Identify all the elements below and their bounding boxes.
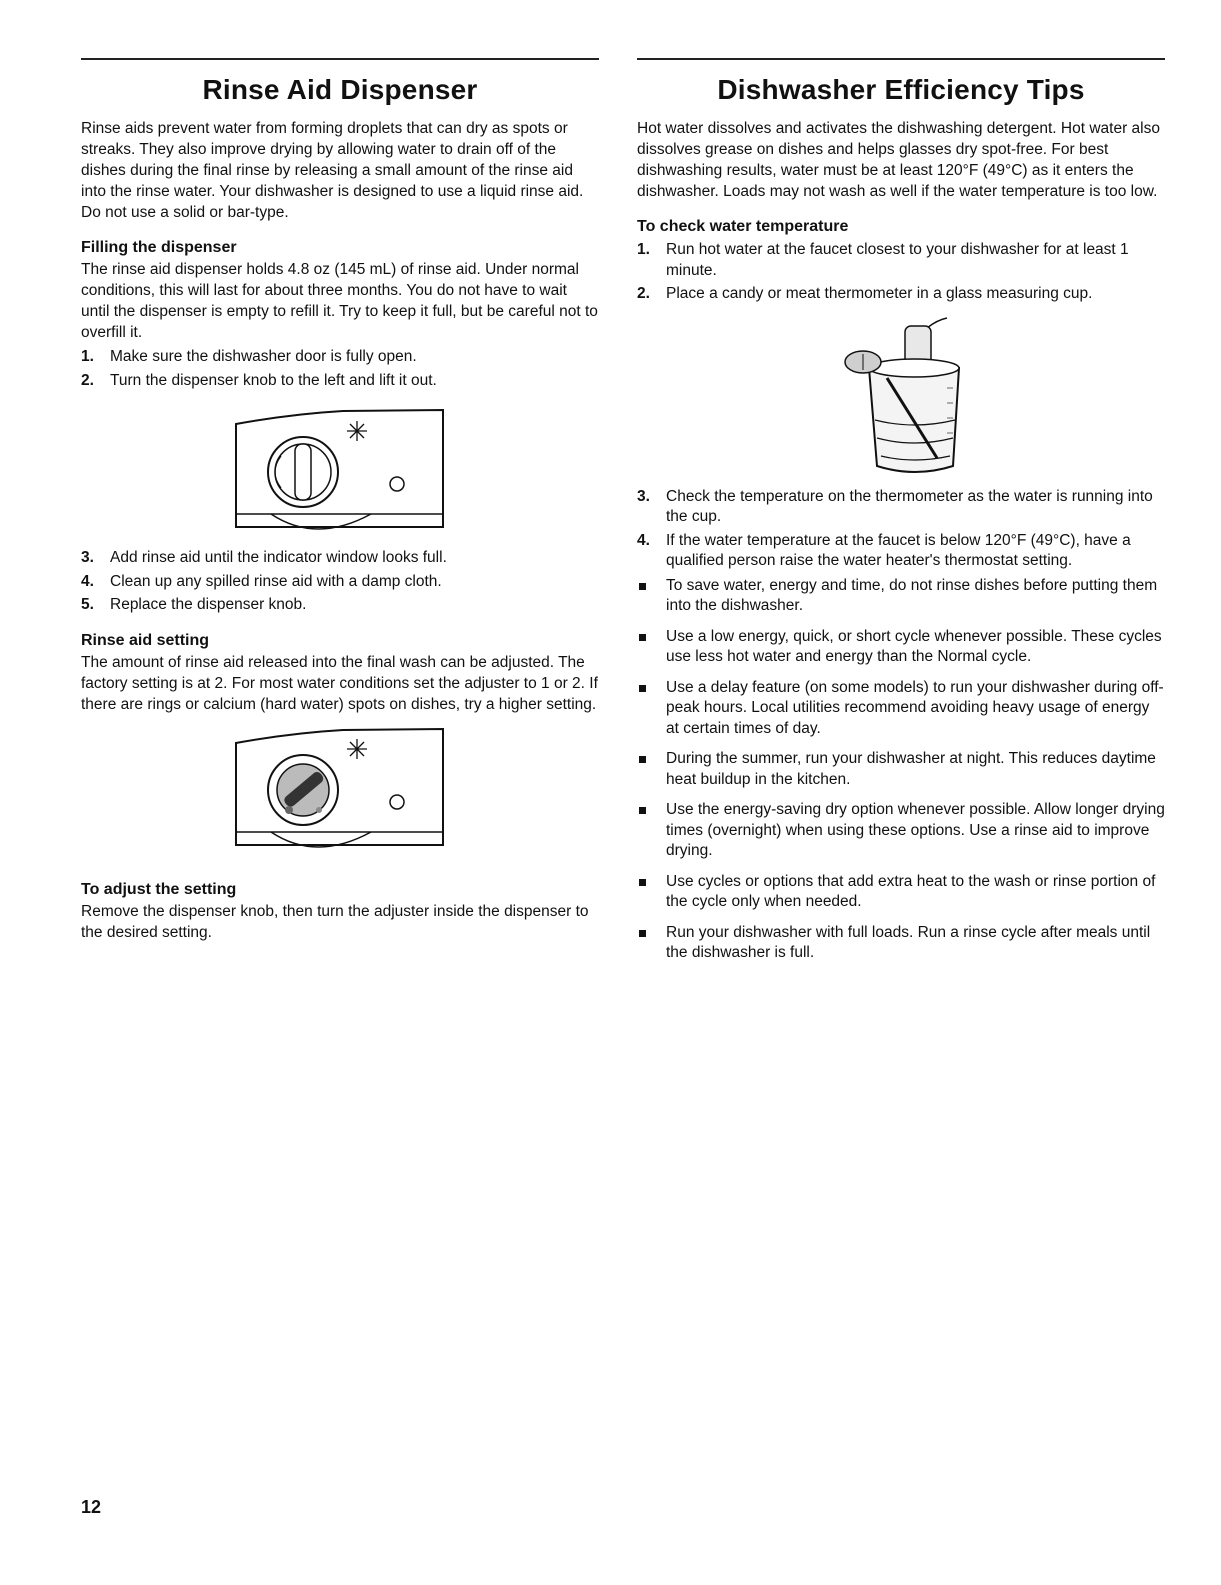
heading-rinse-aid-setting: Rinse aid setting xyxy=(81,631,210,649)
filling-body: The rinse aid dispenser holds 4.8 oz (145 mL) of rinse aid. Under normal conditions, this will last for about three months. You do not have to wait until the dispenser is empty to refill it. Try to keep it full, but be careful not to overfill it. xyxy=(81,261,598,341)
efficiency-intro: Hot water dissolves and activates the dishwashing detergent. Hot water also dissolves grease on dishes and helps glasses dry spot-free. For best dishwashing results, water must be at least 120°F (49°C) as it enters the dishwasher. Loads may not wash as well if the water temperature is too low. xyxy=(637,120,1160,200)
check-steps-b xyxy=(637,487,1165,572)
check-steps-a xyxy=(637,240,1165,305)
heading-check-water-temperature: To check water temperature xyxy=(637,218,849,235)
list-item: Use cycles or options that add extra heat to the wash or rinse portion of the cycle only when needed. xyxy=(637,872,1165,913)
bullet-icon xyxy=(639,685,646,692)
top-rule-right xyxy=(637,58,1165,60)
setting-body: The amount of rinse aid released into the final wash can be adjusted. The factory setting is at 2. For most water conditions set the adjuster to 1 or 2. If there are rings or calcium (hard water) spots on dishes, try a higher setting. xyxy=(81,653,598,713)
bullet-icon xyxy=(639,879,646,886)
list-item: 3. Check the temperature on the thermometer as the water is running into the cup. xyxy=(637,487,1153,525)
list-item: 5. Replace the dispenser knob. xyxy=(81,596,307,613)
bullet-icon xyxy=(639,807,646,814)
filling-steps-a xyxy=(81,347,599,391)
rinse-aid-intro: Rinse aids prevent water from forming droplets that can dry as spots or streaks. They also improve drying by allowing water to drain off of the dishes during the final rinse by releasing a small amount of the rinse aid into the rinse water. Your dishwasher is designed to use a liquid rinse aid. Do not use a solid or bar-type. xyxy=(81,120,584,221)
list-item: Use the energy-saving dry option whenever possible. Allow longer drying times (overnight) when using these options. Use a rinse aid to improve drying. xyxy=(637,800,1165,862)
list-item: To save water, energy and time, do not rinse dishes before putting them into the dishwasher. xyxy=(637,576,1165,617)
section-title-efficiency-tips: Dishwasher Efficiency Tips xyxy=(717,74,1085,105)
list-item: 2. Turn the dispenser knob to the left and lift it out. xyxy=(81,371,437,389)
efficiency-tips-list xyxy=(637,576,1165,964)
adjust-body: Remove the dispenser knob, then turn the adjuster inside the dispenser to the desired setting. xyxy=(81,902,589,941)
top-rule-left xyxy=(81,58,599,60)
list-item: 1. Make sure the dishwasher door is fully open. xyxy=(81,348,417,365)
rinse-aid-adjuster-illustration xyxy=(81,715,599,865)
list-item: 2. Place a candy or meat thermometer in a glass measuring cup. xyxy=(637,285,1093,302)
list-item: 4. If the water temperature at the faucet is below 120°F (49°C), have a qualified person raise the water heater's thermostat setting. xyxy=(637,531,1131,569)
page-number: 12 xyxy=(81,1497,102,1517)
thermometer-measuring-cup-illustration xyxy=(637,308,1165,483)
heading-adjust-setting: To adjust the setting xyxy=(81,880,237,898)
dispenser-knob-illustration xyxy=(81,394,599,544)
left-column xyxy=(81,58,599,943)
heading-filling-dispenser: Filling the dispenser xyxy=(81,239,237,256)
list-item: 3. Add rinse aid until the indicator window looks full. xyxy=(81,549,447,566)
section-title-rinse-aid: Rinse Aid Dispenser xyxy=(202,74,478,105)
list-item: Run your dishwasher with full loads. Run a rinse cycle after meals until the dishwasher is full. xyxy=(637,923,1165,964)
list-item: Use a delay feature (on some models) to run your dishwasher during off-peak hours. Local utilities recommend avoiding heavy usage of energy at certain times of day. xyxy=(637,678,1165,740)
bullet-icon xyxy=(639,930,646,937)
list-item: 4. Clean up any spilled rinse aid with a damp cloth. xyxy=(81,572,442,590)
right-column xyxy=(637,58,1165,974)
bullet-icon xyxy=(639,583,646,590)
bullet-icon xyxy=(639,756,646,763)
bullet-icon xyxy=(639,634,646,641)
list-item: Use a low energy, quick, or short cycle whenever possible. These cycles use less hot water and energy than the Normal cycle. xyxy=(637,627,1165,668)
list-item: During the summer, run your dishwasher at night. This reduces daytime heat buildup in the kitchen. xyxy=(637,749,1165,790)
filling-steps-b xyxy=(81,548,599,616)
list-item: 1. Run hot water at the faucet closest to your dishwasher for at least 1 minute. xyxy=(637,241,1129,279)
